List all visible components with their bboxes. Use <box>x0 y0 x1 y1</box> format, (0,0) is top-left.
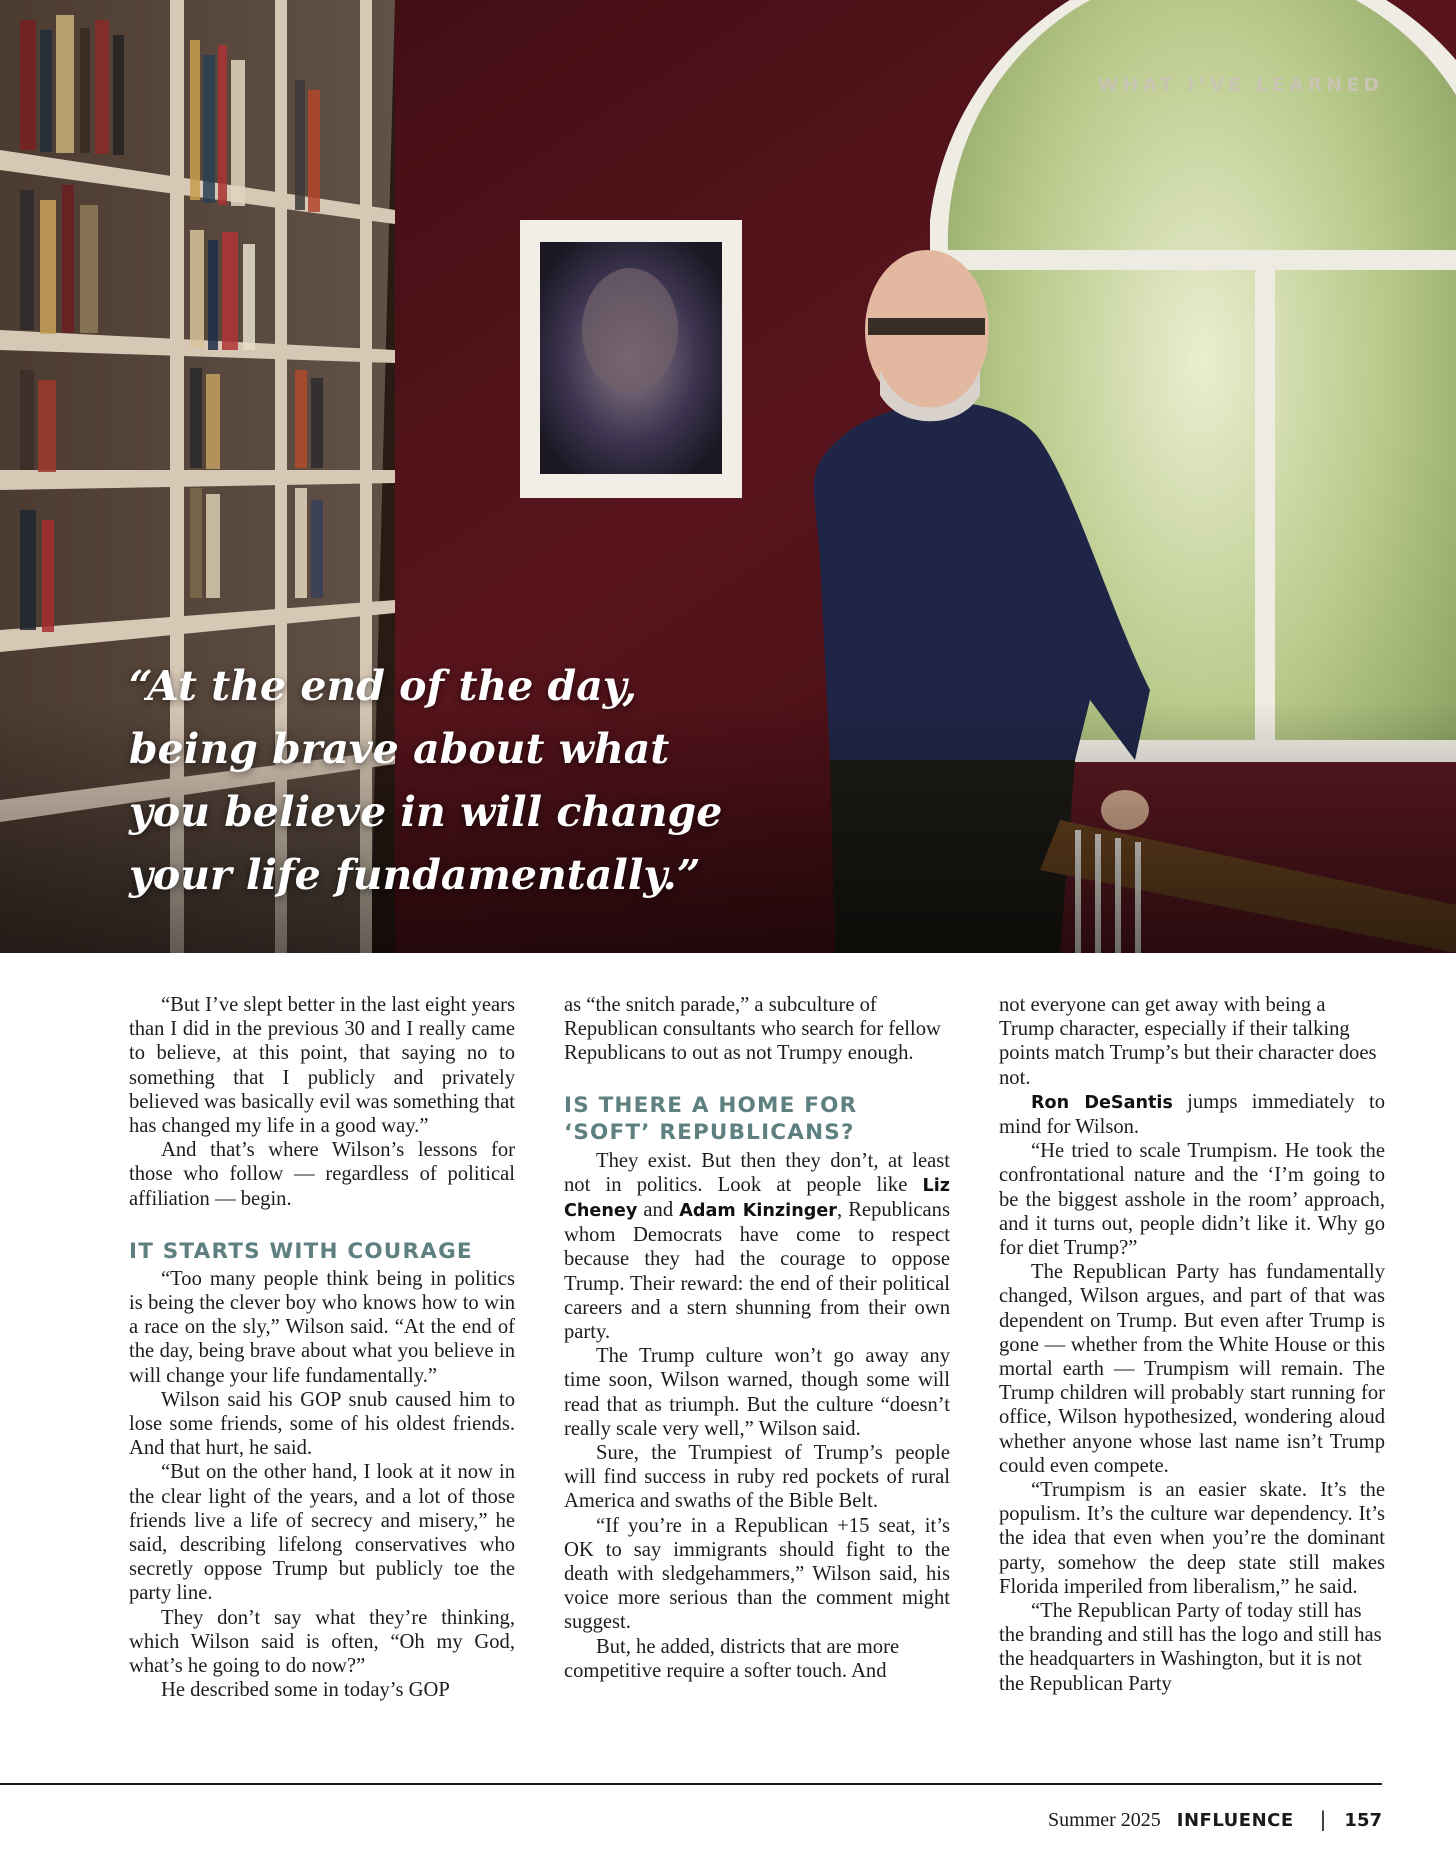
person-name: Ron DeSantis <box>1031 1092 1173 1113</box>
paragraph: But, he added, districts that are more competitive require a softer touch. And <box>564 1635 900 1682</box>
paragraph-text: They exist. But then they don’t, at least not in politics. Look at people like <box>564 1149 950 1196</box>
person-name: Liz Cheney <box>564 1175 950 1222</box>
paragraph: The Republican Party has fundamentally changed, Wilson argues, and part of that was dependent on Trump. But even after Trump is gone — whether from the White House or this mortal earth — Trumpism will remain. The Trump children will probably start running for office, Wilson hypothesized, wondering aloud whether anyone whose last name isn’t Trump could even compete. <box>999 1261 1385 1477</box>
page-number: 157 <box>1344 1810 1382 1831</box>
paragraph: “Trumpism is an easier skate. It’s the populism. It’s the culture war dependency. It’s the idea that even when you’re the dominant party, somehow the deep state still makes Florida imperiled from liberalism,” he said. <box>999 1479 1385 1598</box>
subhead: IT STARTS WITH COURAGE <box>129 1238 473 1264</box>
paragraph: “He tried to scale Trumpism. He took the confrontational nature and the ‘I’m going to be the biggest asshole in the room’ approach, and it turns out, people didn’t like it. Why go for diet Trump?” <box>999 1140 1385 1260</box>
paragraph: And that’s where Wilson’s lessons for those who follow — regardless of political affiliation — begin. <box>129 1139 515 1210</box>
article-column-1 <box>129 993 515 1702</box>
paragraph: “But on the other hand, I look at it now in the clear light of the years, and a lot of those friends live a life of secrecy and misery,” he said, describing lifelong conservatives who secretly oppose Trump but publicly toe the party line. <box>129 1461 515 1605</box>
section-kicker: WHAT I’VE LEARNED <box>1097 74 1383 96</box>
folio-separator: | <box>1319 1807 1327 1831</box>
paragraph-text: jumps immediately to mind for Wilson. <box>999 1090 1385 1139</box>
paragraph: as “the snitch parade,” a subculture of Republican consultants who search for fellow Republicans to out as not Trumpy enough. <box>564 994 941 1065</box>
paragraph-text: , Republicans whom Democrats have come to respect because they had the courage to oppose Trump. Their reward: the end of their political careers and a stern shunning from their own party. <box>564 1199 950 1344</box>
article-column-3 <box>999 993 1385 1696</box>
paragraph: “If you’re in a Republican +15 seat, it’s OK to say immigrants should fight to the death with sledgehammers,” Wilson said, his voice more serious than the comment might suggest. <box>564 1514 950 1634</box>
paragraph: “Too many people think being in politics is being the clever boy who knows how to win a race on the sly,” Wilson said. “At the end of the day, being brave about what you believe in will change your life fundamentally.” <box>129 1267 515 1387</box>
subhead: IS THERE A HOME FOR ‘SOFT’ REPUBLICANS? <box>564 1092 858 1145</box>
paragraph: Wilson said his GOP snub caused him to lose some friends, some of his oldest friends. And that hurt, he said. <box>129 1388 515 1460</box>
paragraph: He described some in today’s GOP <box>161 1679 450 1702</box>
magazine-name: INFLUENCE <box>1176 1810 1294 1831</box>
paragraph: “But I’ve slept better in the last eight years than I did in the previous 30 and I really came to believe, at this point, that saying no to something that I publicly and privately believed was basically evil was something that has changed my life in a good way.” <box>129 994 515 1138</box>
paragraph: The Trump culture won’t go away any time soon, Wilson warned, though some will read that as triumph. But the culture “doesn’t really scale very well,” Wilson said. <box>564 1345 950 1440</box>
paragraph: not everyone can get away with being a Trump character, especially if their talking points match Trump’s but their character does not. <box>999 994 1377 1089</box>
paragraph <box>564 1149 950 1345</box>
issue-season: Summer 2025 <box>1048 1809 1161 1831</box>
article-column-2 <box>564 993 950 1683</box>
person-name: Adam Kinzinger <box>679 1201 837 1222</box>
paragraph: “The Republican Party of today still has the branding and still has the logo and still has the headquarters in Washington, but it is not the Republican Party <box>999 1600 1382 1695</box>
pull-quote: “At the end of the day, being brave about what you believe in will change your life fundamentally.” <box>129 662 723 899</box>
paragraph: They don’t say what they’re thinking, which Wilson said is often, “Oh my God, what’s he going to do now?” <box>129 1606 515 1678</box>
folio <box>1048 1807 1382 1832</box>
paragraph: Sure, the Trumpiest of Trump’s people will find success in ruby red pockets of rural America and swaths of the Bible Belt. <box>564 1442 950 1513</box>
paragraph <box>999 1090 1385 1139</box>
footer-rule <box>0 1783 1382 1785</box>
paragraph-text: and <box>637 1199 680 1222</box>
